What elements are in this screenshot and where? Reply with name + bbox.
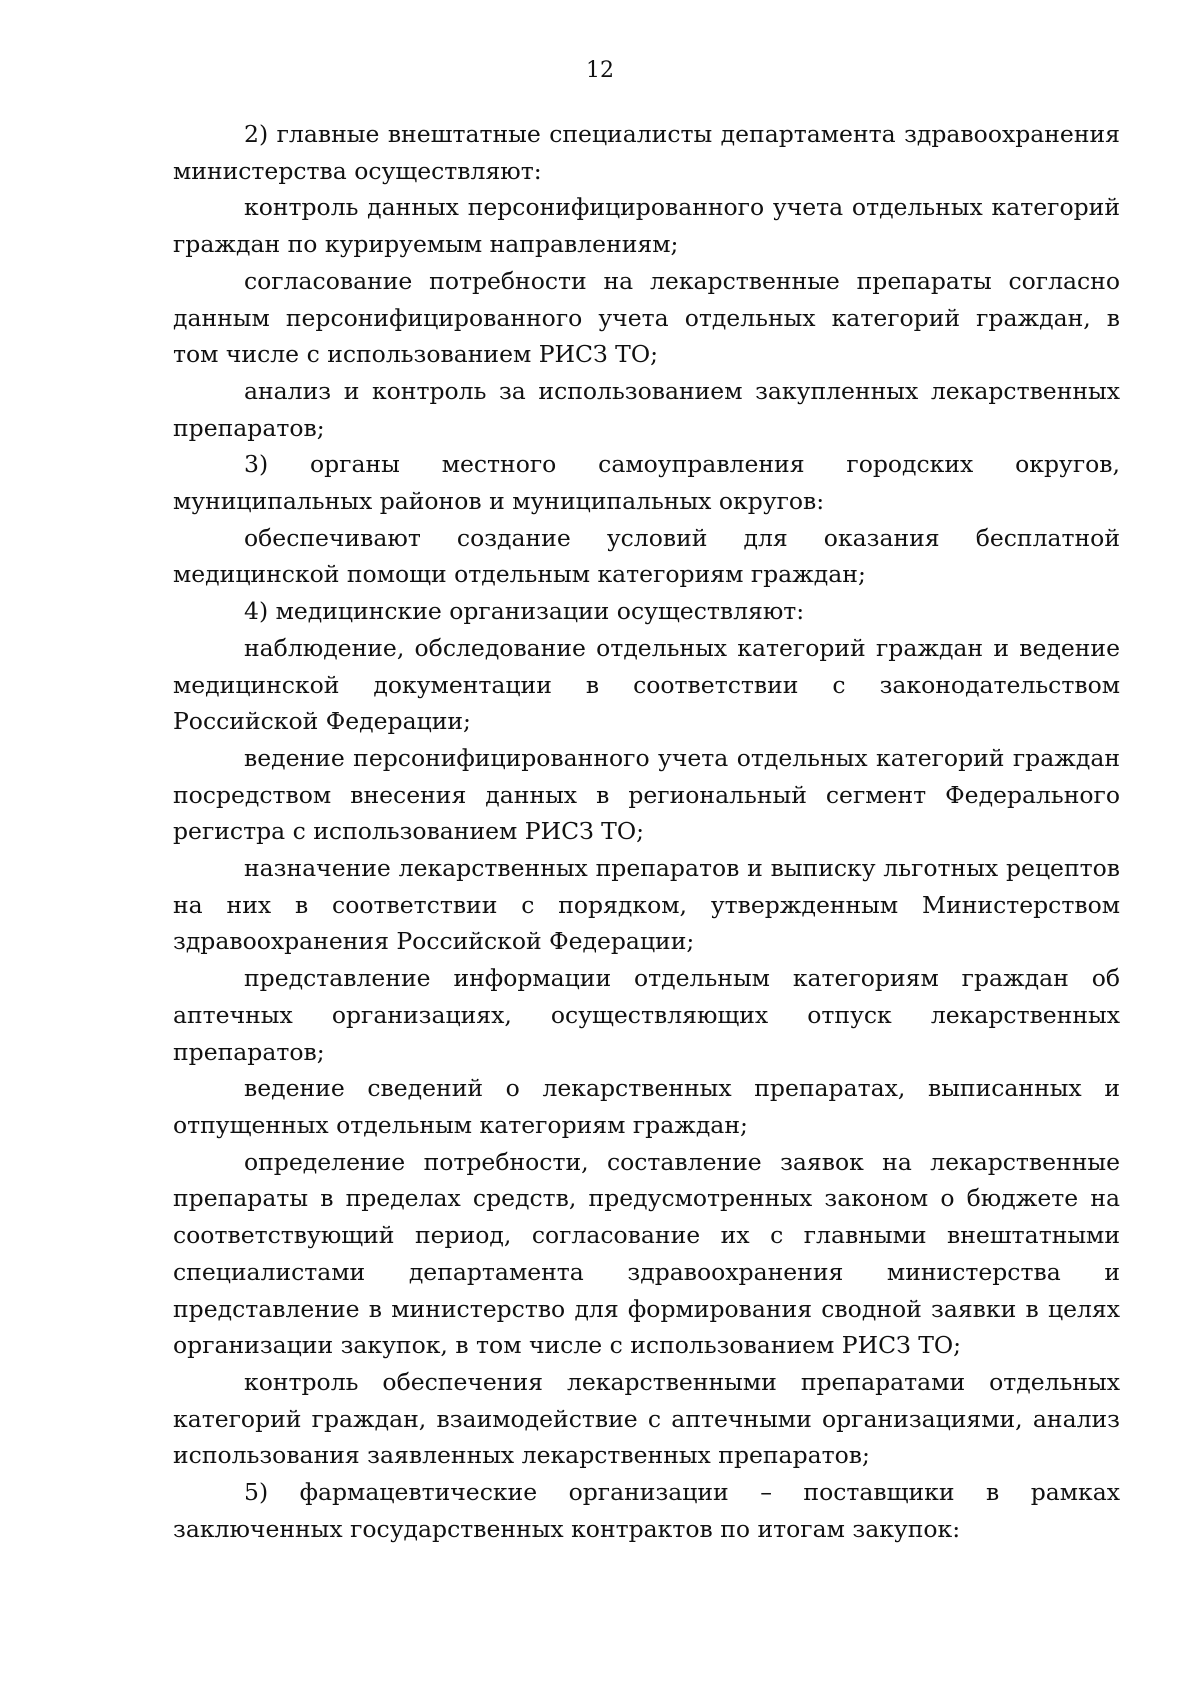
paragraph-drug-records: ведение сведений о лекарственных препаратах, выписанных и отпущенных отдельным категориям граждан;: [173, 1074, 1120, 1139]
paragraph-analysis-control: анализ и контроль за использованием закупленных лекарственных препаратов;: [173, 376, 1120, 442]
paragraph-supply-control: контроль обеспечения лекарственными препаратами отдельных категорий граждан, взаимодействие с аптечными организациями, анализ использования заявленных лекарственных препаратов;: [173, 1367, 1120, 1470]
paragraph-item-4-header: 4) медицинские организации осуществляют:: [244, 597, 805, 626]
paragraph-control-data: контроль данных персонифицированного учета отдельных категорий граждан по курируемым направлениям;: [173, 193, 1120, 259]
paragraph-prescription: назначение лекарственных препаратов и выписку льготных рецептов на них в соответствии с порядком, утвержденным Министерством здравоохранения Российской Федерации;: [173, 854, 1120, 956]
paragraph-item-5-header: 5) фармацевтические организации – поставщики в рамках заключенных государственных контрактов по итогам закупок:: [173, 1478, 1120, 1543]
paragraph-personified-record: ведение персонифицированного учета отдельных категорий граждан посредством внесения данных в региональный сегмент Федерального регистра с использованием РИСЗ ТО;: [173, 743, 1120, 846]
paragraph-pharmacy-info: представление информации отдельным категориям граждан об аптечных организациях, осуществляющих отпуск лекарственных препаратов;: [173, 964, 1120, 1066]
paragraph-item-3-header: 3) органы местного самоуправления городских округов, муниципальных районов и муниципальных округов:: [173, 450, 1120, 516]
paragraph-demand-requests: определение потребности, составление заявок на лекарственные препараты в пределах средств, предусмотренных законом о бюджете на соответствующий период, согласование их с главными внештатными специалистами департамента здравоохранения министерства и представление в министерство для формирования сводной заявки в целях организации закупок, в том числе с использованием РИСЗ ТО;: [173, 1147, 1120, 1360]
paragraph-observation: наблюдение, обследование отдельных категорий граждан и ведение медицинской документации в соответствии с законодательством Российской Федерации;: [173, 633, 1120, 736]
document-body: [173, 116, 1120, 1547]
paragraph-approval-demand: согласование потребности на лекарственные препараты согласно данным персонифицированного учета отдельных категорий граждан, в том числе с использованием РИСЗ ТО;: [173, 266, 1120, 369]
paragraph-provide-conditions: обеспечивают создание условий для оказания бесплатной медицинской помощи отдельным категориям граждан;: [173, 523, 1120, 589]
page-number: 12: [586, 58, 614, 83]
paragraph-item-2-header: 2) главные внештатные специалисты департамента здравоохранения министерства осуществляют:: [173, 120, 1120, 185]
